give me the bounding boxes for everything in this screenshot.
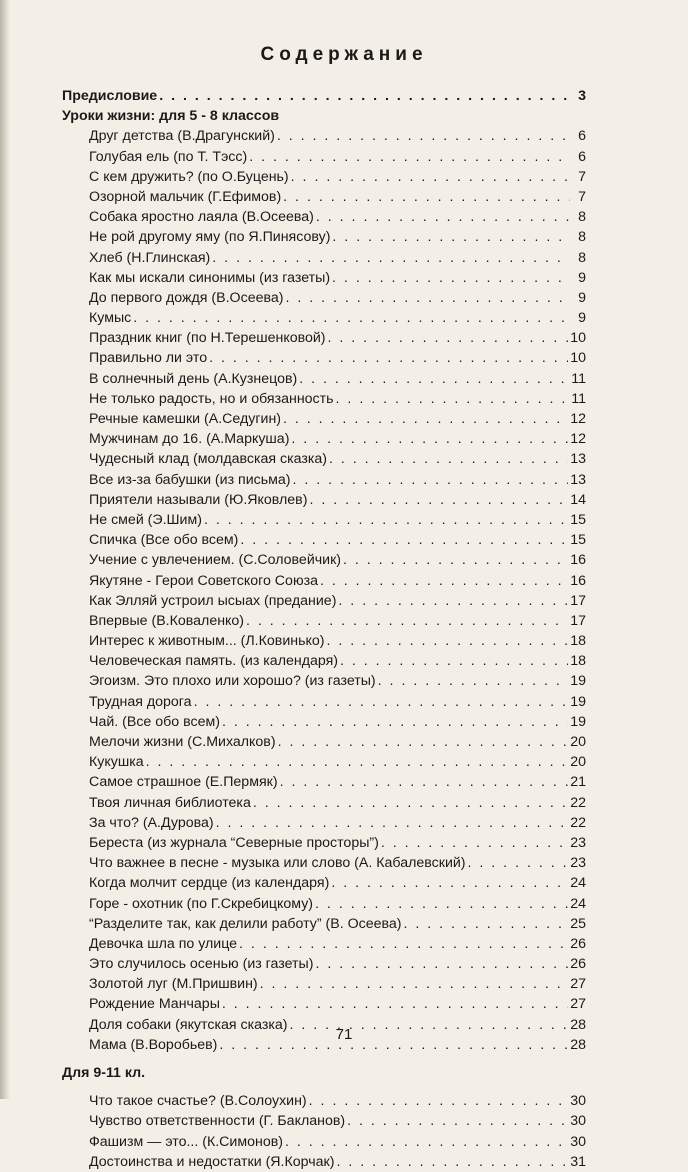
toc-entry-title: Рождение Манчары xyxy=(89,996,220,1013)
dot-leader xyxy=(133,308,570,328)
toc-entry xyxy=(62,369,586,389)
toc-entry-title: “Разделите так, как делили работу” (В. Осеева) xyxy=(89,915,402,932)
toc-entry-title: Все из-за бабушки (из письма) xyxy=(89,471,291,488)
dot-leader xyxy=(283,409,568,429)
toc-entry xyxy=(62,167,586,187)
toc-entry-page: 8 xyxy=(578,209,586,226)
dot-leader xyxy=(338,591,568,611)
toc-entry-page: 21 xyxy=(570,774,586,791)
dot-leader xyxy=(291,167,570,187)
toc-entry-title: Спичка (Все обо всем) xyxy=(89,532,239,549)
dot-leader xyxy=(159,86,570,106)
toc-entry xyxy=(62,873,586,893)
toc-entry xyxy=(62,510,586,530)
page-title: Содержание xyxy=(260,44,428,65)
dot-leader xyxy=(329,449,568,469)
toc-entry xyxy=(62,248,586,268)
table-of-contents xyxy=(62,86,586,1172)
toc-spacer xyxy=(62,1083,586,1091)
toc-entry-page: 18 xyxy=(570,633,586,650)
toc-entry-title: Как мы искали синонимы (из газеты) xyxy=(89,269,331,286)
toc-entry-page: 15 xyxy=(570,532,586,549)
toc-entry xyxy=(62,409,586,429)
toc-entry-title: Как Элляй устроил ысыах (предание) xyxy=(89,592,337,609)
toc-entry-title: Когда молчит сердце (из календаря) xyxy=(89,875,330,892)
toc-entry-title: Собака яростно лаяла (В.Осеева) xyxy=(89,209,314,226)
toc-entry xyxy=(62,591,586,611)
toc-entry-title: Чувство ответственности (Г. Бакланов) xyxy=(89,1113,346,1130)
dot-leader xyxy=(216,813,569,833)
toc-entry xyxy=(62,994,586,1014)
toc-entry-title: Интерес к животным... (Л.Ковинько) xyxy=(89,633,325,650)
toc-entry-title: До первого дождя (В.Осеева) xyxy=(89,289,284,306)
toc-entry xyxy=(62,894,586,914)
dot-leader xyxy=(246,611,568,631)
toc-entry-page: 24 xyxy=(570,895,586,912)
dot-leader xyxy=(328,328,569,348)
toc-entry-page: 11 xyxy=(571,390,586,407)
toc-entry-title: Мама (В.Воробьев) xyxy=(89,1036,218,1053)
toc-entry-page: 3 xyxy=(578,88,586,104)
toc-entry-title: Достоинства и недостатки (Я.Корчак) xyxy=(89,1153,335,1170)
toc-entry-title: Уроки жизни: для 5 - 8 классов xyxy=(62,108,280,125)
toc-entry xyxy=(62,914,586,934)
toc-entry-title: Предисловие xyxy=(62,88,158,104)
toc-entry xyxy=(62,328,586,348)
toc-section-heading xyxy=(62,1063,586,1083)
toc-entry-page: 20 xyxy=(570,734,586,750)
toc-entry-title: Не рой другому яму (по Я.Пинясову) xyxy=(89,229,331,246)
toc-entry xyxy=(62,227,586,247)
dot-leader xyxy=(340,651,568,671)
toc-section-heading xyxy=(62,106,586,126)
toc-entry-page: 16 xyxy=(570,552,586,569)
toc-entry-page: 12 xyxy=(570,411,586,427)
dot-leader xyxy=(278,732,569,752)
toc-entry-title: Кукушка xyxy=(89,754,144,771)
dot-leader xyxy=(240,530,568,550)
toc-entry-page: 7 xyxy=(578,168,586,185)
toc-entry-title: Не только радость, но и обязанность xyxy=(89,390,334,407)
toc-entry-page: 19 xyxy=(570,713,586,730)
dot-leader xyxy=(315,894,568,914)
dot-leader xyxy=(285,288,570,308)
dot-leader xyxy=(222,712,568,732)
toc-entry xyxy=(62,288,586,308)
toc-entry-title: В солнечный день (А.Кузнецов) xyxy=(89,370,298,387)
dot-leader xyxy=(336,1152,568,1172)
toc-entry-page: 11 xyxy=(571,370,586,387)
dot-leader xyxy=(285,1132,568,1152)
toc-entry xyxy=(62,651,586,671)
dot-leader xyxy=(315,954,568,974)
toc-entry xyxy=(62,853,586,873)
toc-entry-page: 17 xyxy=(570,592,586,609)
toc-entry xyxy=(62,712,586,732)
toc-entry-title: Береста (из журнала “Северные просторы”) xyxy=(89,834,379,851)
toc-entry-page: 9 xyxy=(578,310,586,327)
toc-entry xyxy=(62,833,586,853)
dot-leader xyxy=(381,833,568,853)
toc-entry xyxy=(62,207,586,227)
dot-leader xyxy=(404,914,569,934)
toc-entry-page: 30 xyxy=(570,1133,586,1150)
toc-entry xyxy=(62,692,586,712)
toc-entry xyxy=(62,671,586,691)
dot-leader xyxy=(343,550,568,570)
toc-entry-page: 30 xyxy=(570,1093,586,1110)
toc-entry xyxy=(62,732,586,752)
dot-leader xyxy=(309,490,568,510)
toc-spacer xyxy=(62,1055,586,1063)
toc-entry-title: Правильно ли это xyxy=(89,350,208,367)
toc-entry-page: 27 xyxy=(570,976,586,993)
dot-leader xyxy=(331,873,568,893)
toc-entry xyxy=(62,974,586,994)
dot-leader xyxy=(280,772,569,792)
dot-leader xyxy=(249,147,570,167)
dot-leader xyxy=(239,934,568,954)
toc-entry-page: 13 xyxy=(570,471,586,488)
dot-leader xyxy=(347,1111,568,1131)
toc-entry xyxy=(62,449,586,469)
toc-entry xyxy=(62,530,586,550)
toc-entry xyxy=(62,348,586,368)
toc-entry-page: 27 xyxy=(570,996,586,1013)
dot-leader xyxy=(468,853,569,873)
toc-entry xyxy=(62,631,586,651)
toc-entry-page: 20 xyxy=(570,754,586,771)
toc-entry-page: 31 xyxy=(570,1153,586,1170)
dot-leader xyxy=(336,389,570,409)
toc-entry xyxy=(62,1091,586,1111)
toc-entry-page: 18 xyxy=(570,653,586,670)
toc-entry xyxy=(62,571,586,591)
dot-leader xyxy=(332,268,570,288)
dot-leader xyxy=(260,974,569,994)
toc-entry-title: Человеческая память. (из календаря) xyxy=(89,653,339,670)
dot-leader xyxy=(253,793,568,813)
dot-leader xyxy=(309,1091,569,1111)
toc-entry xyxy=(62,389,586,409)
toc-entry-page: 28 xyxy=(570,1036,586,1053)
toc-entry-title: Якутяне - Герои Советского Союза xyxy=(89,572,318,589)
binding-shadow xyxy=(0,0,10,1099)
toc-entry-page: 25 xyxy=(570,915,586,932)
dot-leader xyxy=(332,227,570,247)
toc-entry-page: 16 xyxy=(570,572,586,589)
toc-entry-page: 12 xyxy=(570,431,586,448)
toc-entry xyxy=(62,611,586,631)
toc-entry-title: Что важнее в песне - музыка или слово (А. Кабалевский) xyxy=(89,855,466,872)
toc-entry-title: Кумыс xyxy=(89,310,132,327)
dot-leader xyxy=(299,369,569,389)
toc-entry-title: Чай. (Все обо всем) xyxy=(89,713,220,730)
toc-entry-page: 13 xyxy=(570,451,586,468)
toc-entry-title: Эгоизм. Это плохо или хорошо? (из газеты) xyxy=(89,673,376,690)
dot-leader xyxy=(293,470,569,490)
toc-entry-title: Праздник книг (по Н.Терешенковой) xyxy=(89,330,326,347)
toc-entry-title: Мелочи жизни (С.Михалков) xyxy=(89,734,276,750)
toc-entry xyxy=(62,752,586,772)
toc-entry-page: 19 xyxy=(570,693,586,710)
page-number: 71 xyxy=(335,1026,353,1043)
toc-entry-title: Чудесный клад (молдавская сказка) xyxy=(89,451,327,468)
toc-entry-page: 22 xyxy=(570,794,586,811)
dot-leader xyxy=(326,631,568,651)
toc-entry-page: 23 xyxy=(570,855,586,872)
toc-entry xyxy=(62,308,586,328)
toc-entry xyxy=(62,187,586,207)
dot-leader xyxy=(316,207,570,227)
toc-entry xyxy=(62,550,586,570)
toc-entry-page: 9 xyxy=(578,269,586,286)
toc-entry xyxy=(62,1152,586,1172)
toc-entry-page: 10 xyxy=(570,330,586,347)
toc-entry-title: Для 9-11 кл. xyxy=(62,1065,146,1081)
dot-leader xyxy=(283,187,570,207)
toc-entry-page: 30 xyxy=(570,1113,586,1130)
toc-entry xyxy=(62,490,586,510)
toc-entry-title: Приятели называли (Ю.Яковлев) xyxy=(89,491,308,508)
toc-entry-page: 19 xyxy=(570,673,586,690)
dot-leader xyxy=(222,994,568,1014)
toc-entry-title: Что такое счастье? (В.Солоухин) xyxy=(89,1093,307,1110)
toc-entry xyxy=(62,126,586,146)
toc-entry xyxy=(62,934,586,954)
dot-leader xyxy=(320,571,568,591)
toc-entry-page: 8 xyxy=(578,229,586,246)
toc-entry-title: Впервые (В.Коваленко) xyxy=(89,612,245,629)
dot-leader xyxy=(277,126,570,146)
dot-leader xyxy=(291,429,568,449)
toc-entry xyxy=(62,793,586,813)
toc-entry-page: 9 xyxy=(578,289,586,306)
toc-entry xyxy=(62,1132,586,1152)
toc-entry-title: Фашизм — это... (К.Симонов) xyxy=(89,1133,283,1150)
toc-entry-title: Девочка шла по улице xyxy=(89,935,238,952)
toc-entry-page: 6 xyxy=(578,128,586,145)
toc-entry-title: Это случилось осенью (из газеты) xyxy=(89,956,314,973)
toc-entry xyxy=(62,268,586,288)
toc-entry-title: За что? (А.Дурова) xyxy=(89,814,214,831)
dot-leader xyxy=(378,671,569,691)
toc-entry xyxy=(62,954,586,974)
toc-entry xyxy=(62,813,586,833)
toc-entry-title: Твоя личная библиотека xyxy=(89,794,251,811)
dot-leader xyxy=(209,348,568,368)
toc-entry-page: 24 xyxy=(570,875,586,892)
toc-entry-title: Учение с увлечением. (С.Соловейчик) xyxy=(89,552,342,569)
toc-entry-title: С кем дружить? (по О.Буцень) xyxy=(89,168,289,185)
toc-entry xyxy=(62,772,586,792)
toc-entry-page: 22 xyxy=(570,814,586,831)
toc-entry-page: 28 xyxy=(570,1016,586,1033)
toc-entry-title: Трудная дорога xyxy=(89,693,192,710)
toc-entry-title: Речные камешки (А.Седугин) xyxy=(89,411,282,427)
toc-entry-title: Не смей (Э.Шим) xyxy=(89,511,202,528)
toc-entry-title: Доля собаки (якутская сказка) xyxy=(89,1016,288,1033)
toc-entry-title: Друг детства (В.Драгунский) xyxy=(89,128,275,145)
toc-entry-page: 17 xyxy=(570,612,586,629)
toc-entry-page: 10 xyxy=(570,350,586,367)
toc-entry-title: Голубая ель (по Т. Тэсс) xyxy=(89,148,248,165)
toc-entry xyxy=(62,470,586,490)
toc-section-heading xyxy=(62,86,586,106)
toc-entry-title: Горе - охотник (по Г.Скребицкому) xyxy=(89,895,314,912)
toc-entry-title: Мужчинам до 16. (А.Маркуша) xyxy=(89,431,290,448)
dot-leader xyxy=(146,752,569,772)
toc-entry-page: 26 xyxy=(570,956,586,973)
toc-entry xyxy=(62,429,586,449)
toc-entry-page: 15 xyxy=(570,511,586,528)
toc-entry-title: Самое страшное (Е.Пермяк) xyxy=(89,774,278,791)
toc-entry-title: Золотой луг (М.Пришвин) xyxy=(89,976,258,993)
toc-entry-title: Озорной мальчик (Г.Ефимов) xyxy=(89,188,282,205)
toc-entry-page: 7 xyxy=(578,188,586,205)
dot-leader xyxy=(194,692,569,712)
toc-entry-page: 26 xyxy=(570,935,586,952)
dot-leader xyxy=(204,510,568,530)
toc-entry xyxy=(62,1111,586,1131)
toc-entry-page: 6 xyxy=(578,148,586,165)
toc-entry-page: 23 xyxy=(570,834,586,851)
toc-entry-page: 8 xyxy=(578,249,586,266)
toc-entry xyxy=(62,147,586,167)
toc-entry-title: Хлеб (Н.Глинская) xyxy=(89,249,211,266)
dot-leader xyxy=(212,248,570,268)
toc-entry-page: 14 xyxy=(570,491,586,508)
